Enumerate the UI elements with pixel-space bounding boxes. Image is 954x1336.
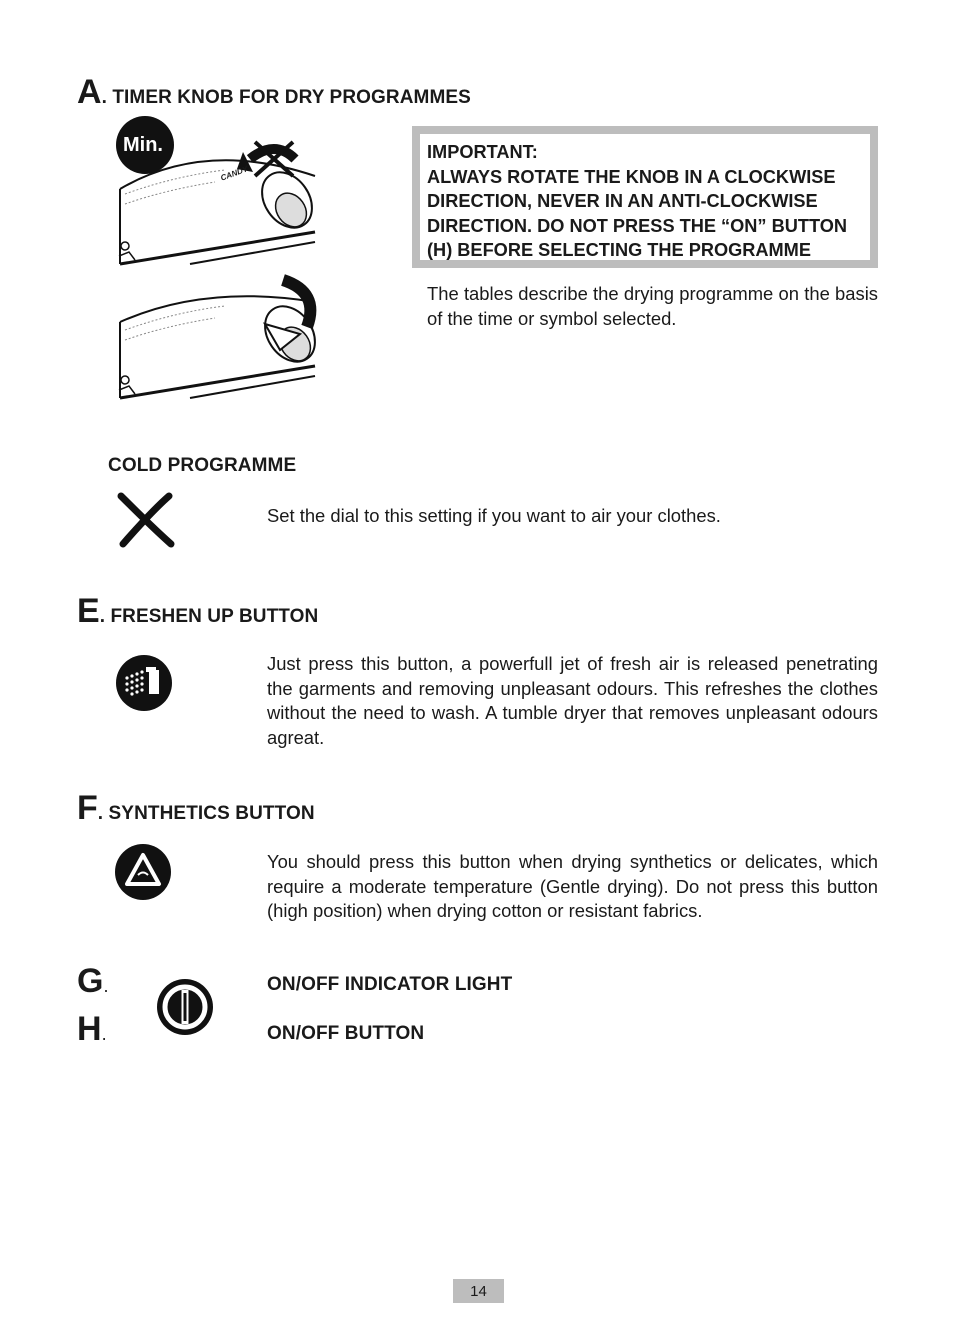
important-notice-box	[412, 126, 878, 268]
section-f-text: You should press this button when drying synthetics or delicates, which require a moderate temperature (Gentle drying). Do not press this button (high position) when drying cotton or resistant fabrics.	[267, 851, 878, 921]
section-f-title: . SYNTHETICS BUTTON	[97, 803, 315, 824]
section-a-heading	[77, 75, 471, 109]
triangle-icon	[114, 843, 172, 901]
section-a-description: The tables describe the drying programme on the basis of the time or symbol selected.	[427, 283, 878, 329]
knob-illustration-correct	[115, 272, 325, 400]
important-line: (H) BEFORE SELECTING THE PROGRAMME	[427, 240, 811, 260]
section-letter-e: E	[77, 592, 100, 630]
important-notice-content	[420, 134, 870, 260]
section-letter-g: G	[77, 962, 104, 1000]
on-off-indicator-title: ON/OFF INDICATOR LIGHT	[267, 974, 513, 995]
section-e-title: . FRESHEN UP BUTTON	[99, 606, 319, 627]
section-letter-f: F	[77, 789, 98, 827]
cold-programme-title: COLD PROGRAMME	[108, 455, 297, 476]
knob-clockwise-icon	[115, 272, 325, 400]
cold-programme-text: Set the dial to this setting if you want to air your clothes.	[267, 505, 721, 526]
section-a-title: . TIMER KNOB FOR DRY PROGRAMMES	[101, 87, 471, 108]
section-h-heading	[77, 1012, 107, 1046]
important-line: DIRECTION, NEVER IN AN ANTI-CLOCKWISE	[427, 191, 818, 211]
section-g-heading	[77, 964, 108, 998]
min-badge-label: Min.	[123, 134, 163, 156]
knob-illustration-wrong	[115, 114, 325, 266]
important-line: IMPORTANT:	[427, 142, 538, 162]
section-e-heading	[77, 594, 318, 628]
cross-icon	[117, 492, 175, 548]
section-f-heading	[77, 791, 315, 825]
power-icon	[156, 978, 214, 1036]
spray-icon	[115, 654, 173, 712]
section-h-dot: .	[101, 1024, 107, 1044]
section-letter-h: H	[77, 1010, 102, 1048]
section-letter-a: A	[77, 73, 102, 111]
important-line: ALWAYS ROTATE THE KNOB IN A CLOCKWISE	[427, 166, 836, 187]
on-off-button-title: ON/OFF BUTTON	[267, 1023, 425, 1044]
page-number: 14	[453, 1279, 504, 1303]
brand-mark: CANDY	[219, 164, 250, 183]
section-e-text: Just press this button, a powerfull jet of fresh air is released penetrating the garments and removing unpleasant odours. This refreshes the clothes without the need to wash. A tumble dryer that removes unpleasant odours agreat.	[267, 653, 878, 748]
section-g-dot: .	[103, 976, 109, 996]
important-line: DIRECTION. DO NOT PRESS THE “ON” BUTTON	[427, 215, 848, 236]
